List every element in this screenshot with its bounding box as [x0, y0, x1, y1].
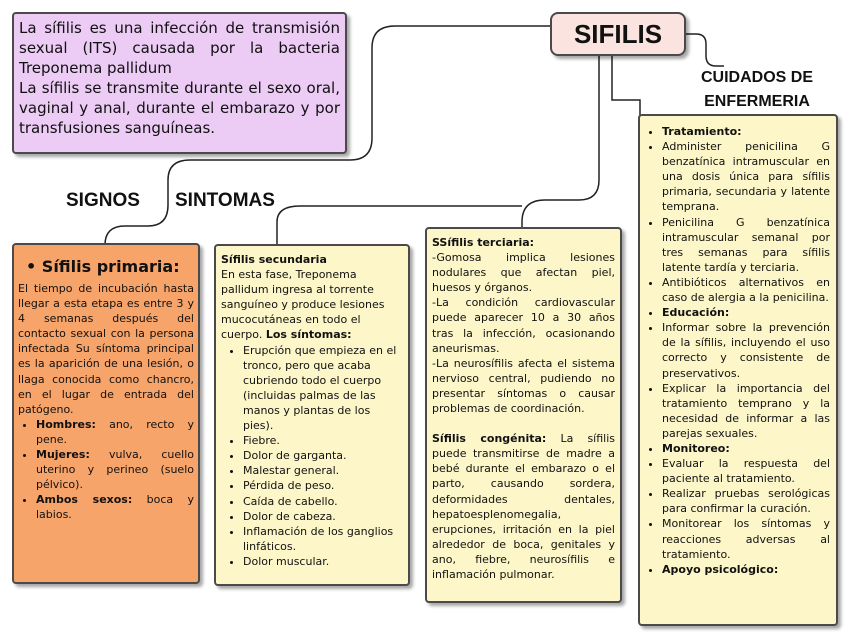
intro-definition: La sífilis es una infección de transmisión sexual (ITS) causada por la bacteria Treponema pallidum	[19, 19, 340, 77]
secundaria-sintomas-label: Los síntomas:	[265, 328, 352, 342]
educacion-label: Educación:	[662, 306, 730, 320]
primaria-title: Sífilis primaria:	[41, 257, 180, 276]
monitoreo-item: • Evaluar la respuesta del paciente al tratamiento.	[662, 456, 830, 486]
primaria-item-hombres	[36, 417, 194, 447]
item-text: boca y labios.	[36, 493, 194, 522]
secundaria-item: • Caída de cabello.	[243, 494, 403, 509]
educacion-item: • Informar sobre la prevención de la sífilis, incluyendo el uso correcto y consistente de preservativos.	[662, 320, 830, 380]
secundaria-title: Sífilis secundaria	[221, 253, 327, 266]
tratamiento-item: • Antibióticos alternativos en caso de alergia a la penicilina.	[662, 275, 830, 305]
monitoreo-item: • Monitorear los síntomas y reacciones adversas al tratamiento.	[662, 516, 830, 561]
item-label: Ambos sexos:	[36, 493, 133, 507]
intro-box	[12, 12, 347, 154]
terciaria-line: -La condición cardiovascular puede aparecer 10 a 30 años tras la infección, ocasionando aneurismas.	[432, 296, 615, 355]
connector-right-branch	[612, 56, 640, 116]
apoyo-label: Apoyo psicológico:	[662, 562, 779, 576]
terciaria-line: -Gomosa implica lesiones nodulares que afectan piel, huesos y órganos.	[432, 251, 615, 295]
tratamiento-item: • Penicilina G benzatínica intramuscular semanal por tres semanas para sífilis latente tardía y terciaria.	[662, 215, 830, 275]
primaria-text: El tiempo de incubación hasta llegar a esta etapa es entre 3 y 4 semanas después del contacto sexual con la persona infectada Su síntoma principal es la aparición de una lesión, o llaga conocida como chancro, en el lugar de entrada del patógeno.	[18, 282, 194, 416]
title-box	[550, 12, 686, 56]
secundaria-item: • Dolor muscular.	[243, 554, 403, 569]
intro-transmission: La sífilis se transmite durante el sexo oral, vaginal y anal, durante el embarazo y por transfusiones sanguíneas.	[19, 79, 340, 137]
item-text: vulva, cuello uterino y perineo (suelo pélvico).	[36, 448, 194, 492]
terciaria-box	[425, 227, 622, 603]
cuidados-box	[638, 114, 838, 626]
secundaria-text: En esta fase, Treponema pallidum ingresa al torrente sanguíneo y produce lesiones mucocutáneas en todo el cuerpo.	[221, 268, 385, 342]
terciaria-line: -La neurosífilis afecta el sistema nervioso central, pudiendo no presentar síntomas o causar problemas de coordinación.	[432, 356, 615, 416]
secundaria-item: • Dolor de garganta.	[243, 448, 403, 463]
heading-cuidados: CUIDADOS DE ENFERMERIA	[700, 69, 813, 110]
secundaria-item: • Pérdida de peso.	[243, 478, 403, 493]
secundaria-item: • Inflamación de los ganglios linfáticos.	[243, 524, 403, 554]
connector-title-right	[686, 34, 724, 66]
item-label: Hombres:	[36, 417, 96, 431]
tratamiento-label: Tratamiento:	[662, 125, 742, 138]
primaria-box	[12, 243, 200, 584]
terciaria-title: SSífilis terciaria:	[432, 236, 535, 249]
primaria-item-ambos	[36, 492, 194, 522]
item-text: ano, recto y pene.	[36, 417, 194, 446]
congenita-text: La sífilis puede transmitirse de madre a bebé durante el embarazo o el parto, causando sordera, deformidades dentales, hepatoesplenomegalia, erupciones, irritación en la piel alrededor de boca, genitales y ano, fiebre, neurosífilis e inflamación pulmonar.	[432, 432, 615, 581]
monitoreo-label: Monitoreo:	[662, 441, 730, 455]
heading-signos: SIGNOS	[66, 190, 140, 211]
title-text: SIFILIS	[573, 19, 663, 49]
connector-center	[522, 56, 599, 229]
item-label: Mujeres:	[36, 448, 90, 462]
secundaria-item: • Dolor de cabeza.	[243, 509, 403, 524]
tratamiento-item: • Administer penicilina G benzatínica intramuscular en una dosis única para sífilis primaria, secundaria y latente temprana.	[662, 139, 830, 214]
educacion-item: • Explicar la importancia del tratamiento temprano y la necesidad de informar a las parejas sexuales.	[662, 381, 830, 441]
secundaria-item: • Malestar general.	[243, 463, 403, 478]
primaria-item-mujeres	[36, 447, 194, 492]
monitoreo-item: • Realizar pruebas serológicas para confirmar la curación.	[662, 486, 830, 516]
heading-sintomas: SINTOMAS	[175, 190, 275, 211]
congenita-label: Sífilis congénita:	[432, 432, 547, 446]
primaria-title-item: • Sífilis primaria:	[26, 257, 180, 276]
secundaria-item: • Erupción que empieza en el tronco, pero que acaba cubriendo todo el cuerpo (incluidas palmas de las manos y plantas de los pies).	[243, 343, 403, 434]
secundaria-box	[214, 244, 410, 586]
secundaria-item: • Fiebre.	[243, 433, 403, 448]
